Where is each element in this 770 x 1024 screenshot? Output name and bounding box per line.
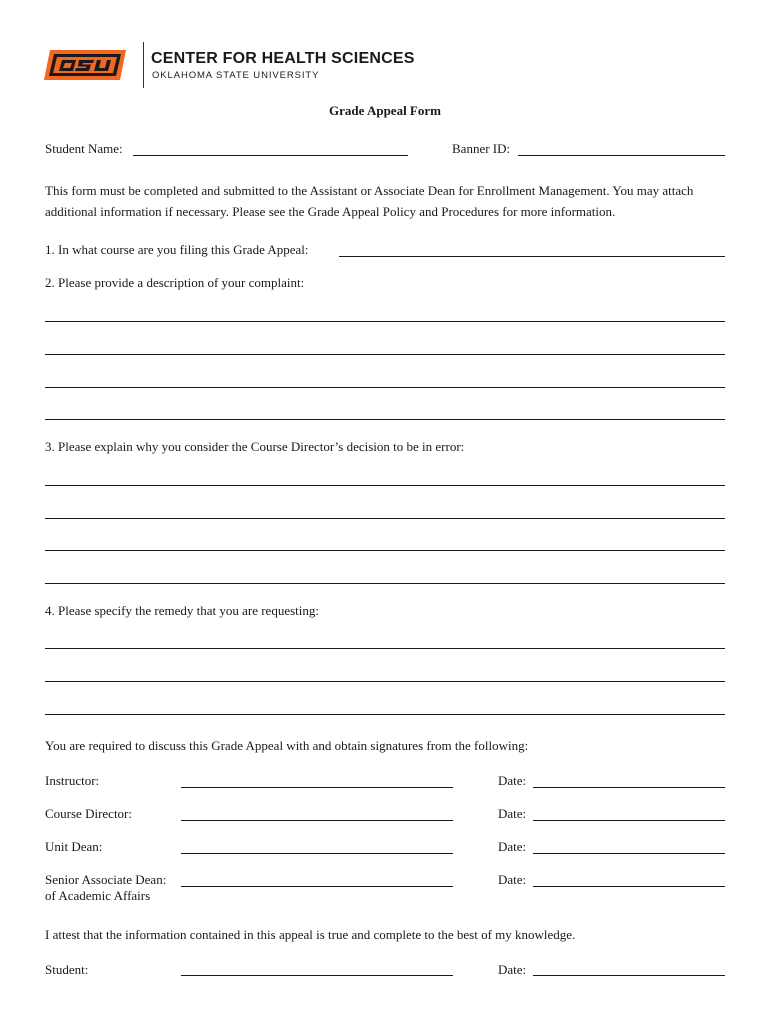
attestation-text: I attest that the information contained in this appeal is true and complete to the best of my knowledge. — [45, 927, 576, 942]
org-name: CENTER FOR HEALTH SCIENCES — [151, 50, 415, 67]
complaint-line[interactable] — [45, 387, 725, 388]
instructor-date-field[interactable] — [533, 787, 725, 788]
org-subtitle: OKLAHOMA STATE UNIVERSITY — [152, 70, 320, 81]
error-reason-line[interactable] — [45, 550, 725, 551]
student-date-field[interactable] — [533, 975, 725, 976]
header-divider — [143, 42, 144, 88]
instructor-label: Instructor: — [45, 773, 100, 788]
remedy-line[interactable] — [45, 714, 725, 715]
question-4: 4. Please specify the remedy that you are requesting: — [45, 603, 319, 618]
unit-dean-date-field[interactable] — [533, 853, 725, 854]
date-label: Date: — [498, 872, 527, 887]
course-director-label: Course Director: — [45, 806, 133, 821]
error-reason-line[interactable] — [45, 583, 725, 584]
instructor-signature-field[interactable] — [181, 787, 453, 788]
date-label: Date: — [498, 839, 527, 854]
student-name-field[interactable] — [133, 155, 408, 156]
error-reason-line[interactable] — [45, 485, 725, 486]
osu-logo-icon — [44, 44, 130, 86]
course-field[interactable] — [339, 256, 725, 257]
unit-dean-signature-field[interactable] — [181, 853, 453, 854]
complaint-line[interactable] — [45, 321, 725, 322]
intro-paragraph: This form must be completed and submitted to the Assistant or Associate Dean for Enrollment Management. You may attach additional information if necessary. Please see the Grade Appeal Policy and Procedures for more information. — [45, 183, 694, 219]
senior-dean-date-field[interactable] — [533, 886, 725, 887]
error-reason-line[interactable] — [45, 518, 725, 519]
complaint-line[interactable] — [45, 419, 725, 420]
date-label: Date: — [498, 962, 527, 977]
student-signature-field[interactable] — [181, 975, 453, 976]
banner-id-field[interactable] — [518, 155, 725, 156]
complaint-line[interactable] — [45, 354, 725, 355]
senior-dean-label-line2: of Academic Affairs — [45, 888, 151, 903]
remedy-line[interactable] — [45, 648, 725, 649]
date-label: Date: — [498, 806, 527, 821]
senior-dean-label: Senior Associate Dean: — [45, 872, 167, 887]
course-director-signature-field[interactable] — [181, 820, 453, 821]
banner-id-label: Banner ID: — [452, 141, 511, 156]
student-name-label: Student Name: — [45, 141, 123, 156]
senior-dean-signature-field[interactable] — [181, 886, 453, 887]
question-2: 2. Please provide a description of your complaint: — [45, 275, 305, 290]
date-label: Date: — [498, 773, 527, 788]
course-director-date-field[interactable] — [533, 820, 725, 821]
student-label: Student: — [45, 962, 89, 977]
question-3: 3. Please explain why you consider the Course Director’s decision to be in error: — [45, 439, 465, 454]
signatures-intro: You are required to discuss this Grade Appeal with and obtain signatures from the following: — [45, 738, 529, 753]
remedy-line[interactable] — [45, 681, 725, 682]
form-title: Grade Appeal Form — [329, 103, 441, 118]
question-1: 1. In what course are you filing this Grade Appeal: — [45, 242, 309, 257]
page-header — [44, 38, 744, 92]
unit-dean-label: Unit Dean: — [45, 839, 103, 854]
